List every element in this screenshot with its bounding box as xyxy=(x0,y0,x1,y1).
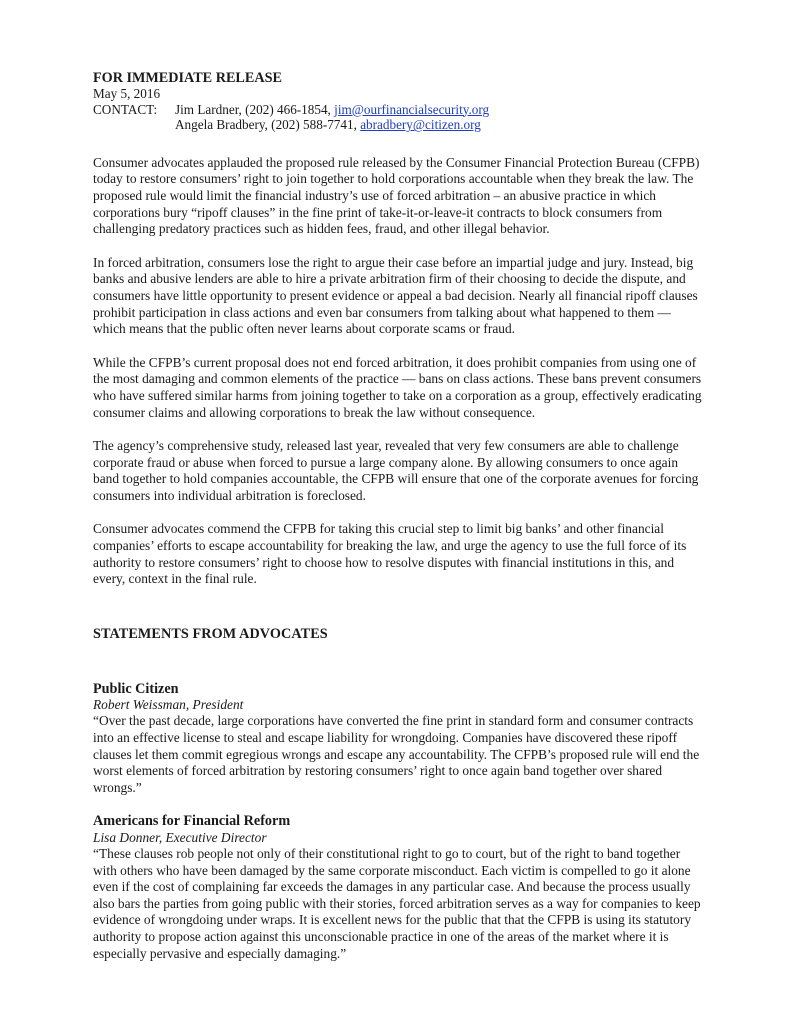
body-paragraph: Consumer advocates commend the CFPB for taking this crucial step to limit big banks’ and other financial companies’ efforts to escape accountability for breaking the law, and urge the agency to use the full force of its authority to restore consumers’ right to choose how to resolve disputes with financial institutions in this, and every, context in the final rule. xyxy=(93,521,687,587)
contact-line xyxy=(175,117,489,133)
contact-text: Angela Bradbery, (202) 588-7741, xyxy=(175,117,361,133)
statement-org: Americans for Financial Reform xyxy=(93,813,291,830)
body-paragraph: The agency’s comprehensive study, released last year, revealed that very few consumers are able to challenge corporate fraud or abuse when forced to pursue a large company alone. By allowing consumers to once again band together to hold companies accountable, the CFPB will ensure that one of the corporate avenues for forcing consumers into individual arbitration is foreclosed. xyxy=(93,438,699,503)
statement-quote: “These clauses rob people not only of their constitutional right to go to court, but of the right to band together with others who have been damaged by the same corporate misconduct. Each victim is compelled to go it alone even if the cost of complaining far exceeds the damages in any particular case. And because the process usually also bars the parties from going public with their stories, forced arbitration serves as a way for companies to keep evidence of wrongdoing under wraps. It is excellent news for the public that that the CFPB is using its statutory authority to propose action against this unconscionable practice in one of the areas of the market where it is especially pervasive and especially damaging.” xyxy=(93,846,701,961)
contact-label: CONTACT: xyxy=(93,101,158,117)
body-paragraph: While the CFPB’s current proposal does not end forced arbitration, it does prohibit companies from using one of the most damaging and common elements of the practice — bans on class actions. These bans prevent consumers who have suffered similar harms from joining together to take on a corporation as a group, effectively eradicating consumer claims and allowing corporations to break the law without consequence. xyxy=(93,354,702,420)
statements-title: STATEMENTS FROM ADVOCATES xyxy=(93,625,328,642)
statement-quote: “Over the past decade, large corporations have converted the fine print in standard form and consumer contracts into an effective license to steal and escape liability for wrongdoing. Companies have discovered these ripoff clauses let them commit egregious wrongs and escape any accountability. The CFPB’s proposed rule will end the worst elements of forced arbitration by restoring consumers’ right to once again band together over shared wrongs.” xyxy=(93,713,700,795)
statement-org: Public Citizen xyxy=(93,680,179,697)
statement-person: Robert Weissman, President xyxy=(93,697,244,713)
statement-block xyxy=(93,681,705,797)
contact-email-link[interactable]: jim@ourfinancialsecurity.org xyxy=(334,101,490,117)
statement-block xyxy=(93,813,705,962)
contact-text: Jim Lardner, (202) 466-1854, xyxy=(175,101,335,117)
release-body xyxy=(93,155,705,588)
contact-line xyxy=(175,102,489,118)
press-release-page xyxy=(93,70,705,962)
contact-email-link[interactable]: abradbery@citizen.org xyxy=(360,117,481,133)
release-label: FOR IMMEDIATE RELEASE xyxy=(93,70,282,86)
body-paragraph: In forced arbitration, consumers lose the right to argue their case before an impartial judge and jury. Instead, big banks and abusive lenders are able to hire a private arbitration firm of their choosing to decide the dispute, and consumers have little opportunity to present evidence or appeal a bad decision. Nearly all financial ripoff clauses prohibit participation in class actions and even bar consumers from talking about what happened to them — which means that the public often never learns about corporate scams or fraud. xyxy=(93,254,698,337)
body-paragraph: Consumer advocates applauded the proposed rule released by the Consumer Financial Protection Bureau (CFPB) today to restore consumers’ right to join together to hold corporations accountable when they break the law. The proposed rule would limit the financial industry’s use of forced arbitration – an abusive practice in which corporations bury “ripoff clauses” in the fine print of take-it-or-leave-it contracts to block consumers from challenging predatory practices such as hidden fees, fraud, and other illegal behavior. xyxy=(93,154,700,237)
contact-list xyxy=(175,102,489,133)
release-header xyxy=(93,70,705,133)
statement-person: Lisa Donner, Executive Director xyxy=(93,830,267,845)
contact-block xyxy=(93,102,705,133)
release-date: May 5, 2016 xyxy=(93,86,161,101)
